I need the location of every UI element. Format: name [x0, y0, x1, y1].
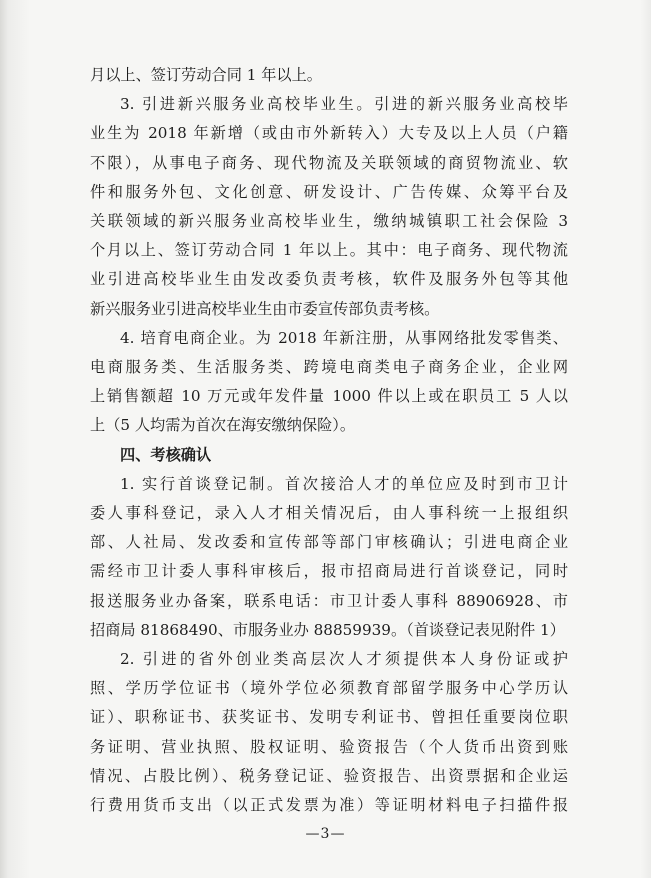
body-line: 件和服务外包、文化创意、研发设计、广告传媒、众筹平台及 [90, 183, 568, 201]
body-line: 报送服务业办备案，联系电话：市卫计委人事科 88906928、市 [90, 592, 568, 610]
body-line: 月以上、签订劳动合同 1 年以上。 [90, 66, 322, 84]
body-line: 业引进高校毕业生由发改委负责考核，软件及服务外包等其他 [90, 270, 568, 288]
body-line: 部、人社局、发改委和宣传部等部门审核确认；引进电商企业 [90, 533, 568, 551]
body-line: 行费用货币支出（以正式发票为准）等证明材料电子扫描件报 [90, 796, 568, 814]
body-line: 关联领域的新兴服务业高校毕业生，缴纳城镇职工社会保险 3 [90, 212, 568, 230]
body-line: 情况、占股比例）、税务登记证、验资报告、出资票据和企业运 [90, 767, 568, 785]
section-heading: 四、考核确认 [120, 446, 212, 464]
body-line: 个月以上、签订劳动合同 1 年以上。其中：电子商务、现代物流 [90, 241, 568, 259]
body-line: 务证明、营业执照、股权证明、验资报告（个人货币出资到账 [90, 738, 568, 756]
body-line: 证）、职称证书、获奖证书、发明专利证书、曾担任重要岗位职 [90, 708, 568, 726]
body-line: 新兴服务业引进高校毕业生由市委宣传部负责考核。 [90, 300, 440, 318]
body-line: 上销售额超 10 万元或年发件量 1000 件以上或在职员工 5 人以 [90, 387, 568, 405]
body-line: 2. 引进的省外创业类高层次人才须提供本人身份证或护 [120, 650, 568, 668]
body-line: 委人事科登记，录入人才相关情况后，由人事科统一上报组织 [90, 504, 568, 522]
body-line: 3. 引进新兴服务业高校毕业生。引进的新兴服务业高校毕 [120, 95, 568, 113]
body-line: 招商局 81868490、市服务业办 88859939。（首谈登记表见附件 1） [90, 621, 565, 639]
body-line: 电商服务类、生活服务类、跨境电商类电子商务企业，企业网 [90, 358, 568, 376]
body-line: 1. 实行首谈登记制。首次接洽人才的单位应及时到市卫计 [120, 475, 568, 493]
body-line: 不限），从事电子商务、现代物流及关联领域的商贸物流业、软 [90, 154, 568, 172]
body-line: 需经市卫计委人事科审核后，报市招商局进行首谈登记，同时 [90, 562, 568, 580]
body-line: 照、学历学位证书（境外学位必须教育部留学服务中心学历认 [90, 679, 568, 697]
body-line: 上（5 人均需为首次在海安缴纳保险）。 [90, 416, 356, 434]
body-line: 业生为 2018 年新增（或由市外新转入）大专及以上人员（户籍 [90, 124, 568, 142]
page-number: —3— [305, 826, 346, 842]
body-line: 4. 培育电商企业。为 2018 年新注册，从事网络批发零售类、 [120, 329, 568, 347]
